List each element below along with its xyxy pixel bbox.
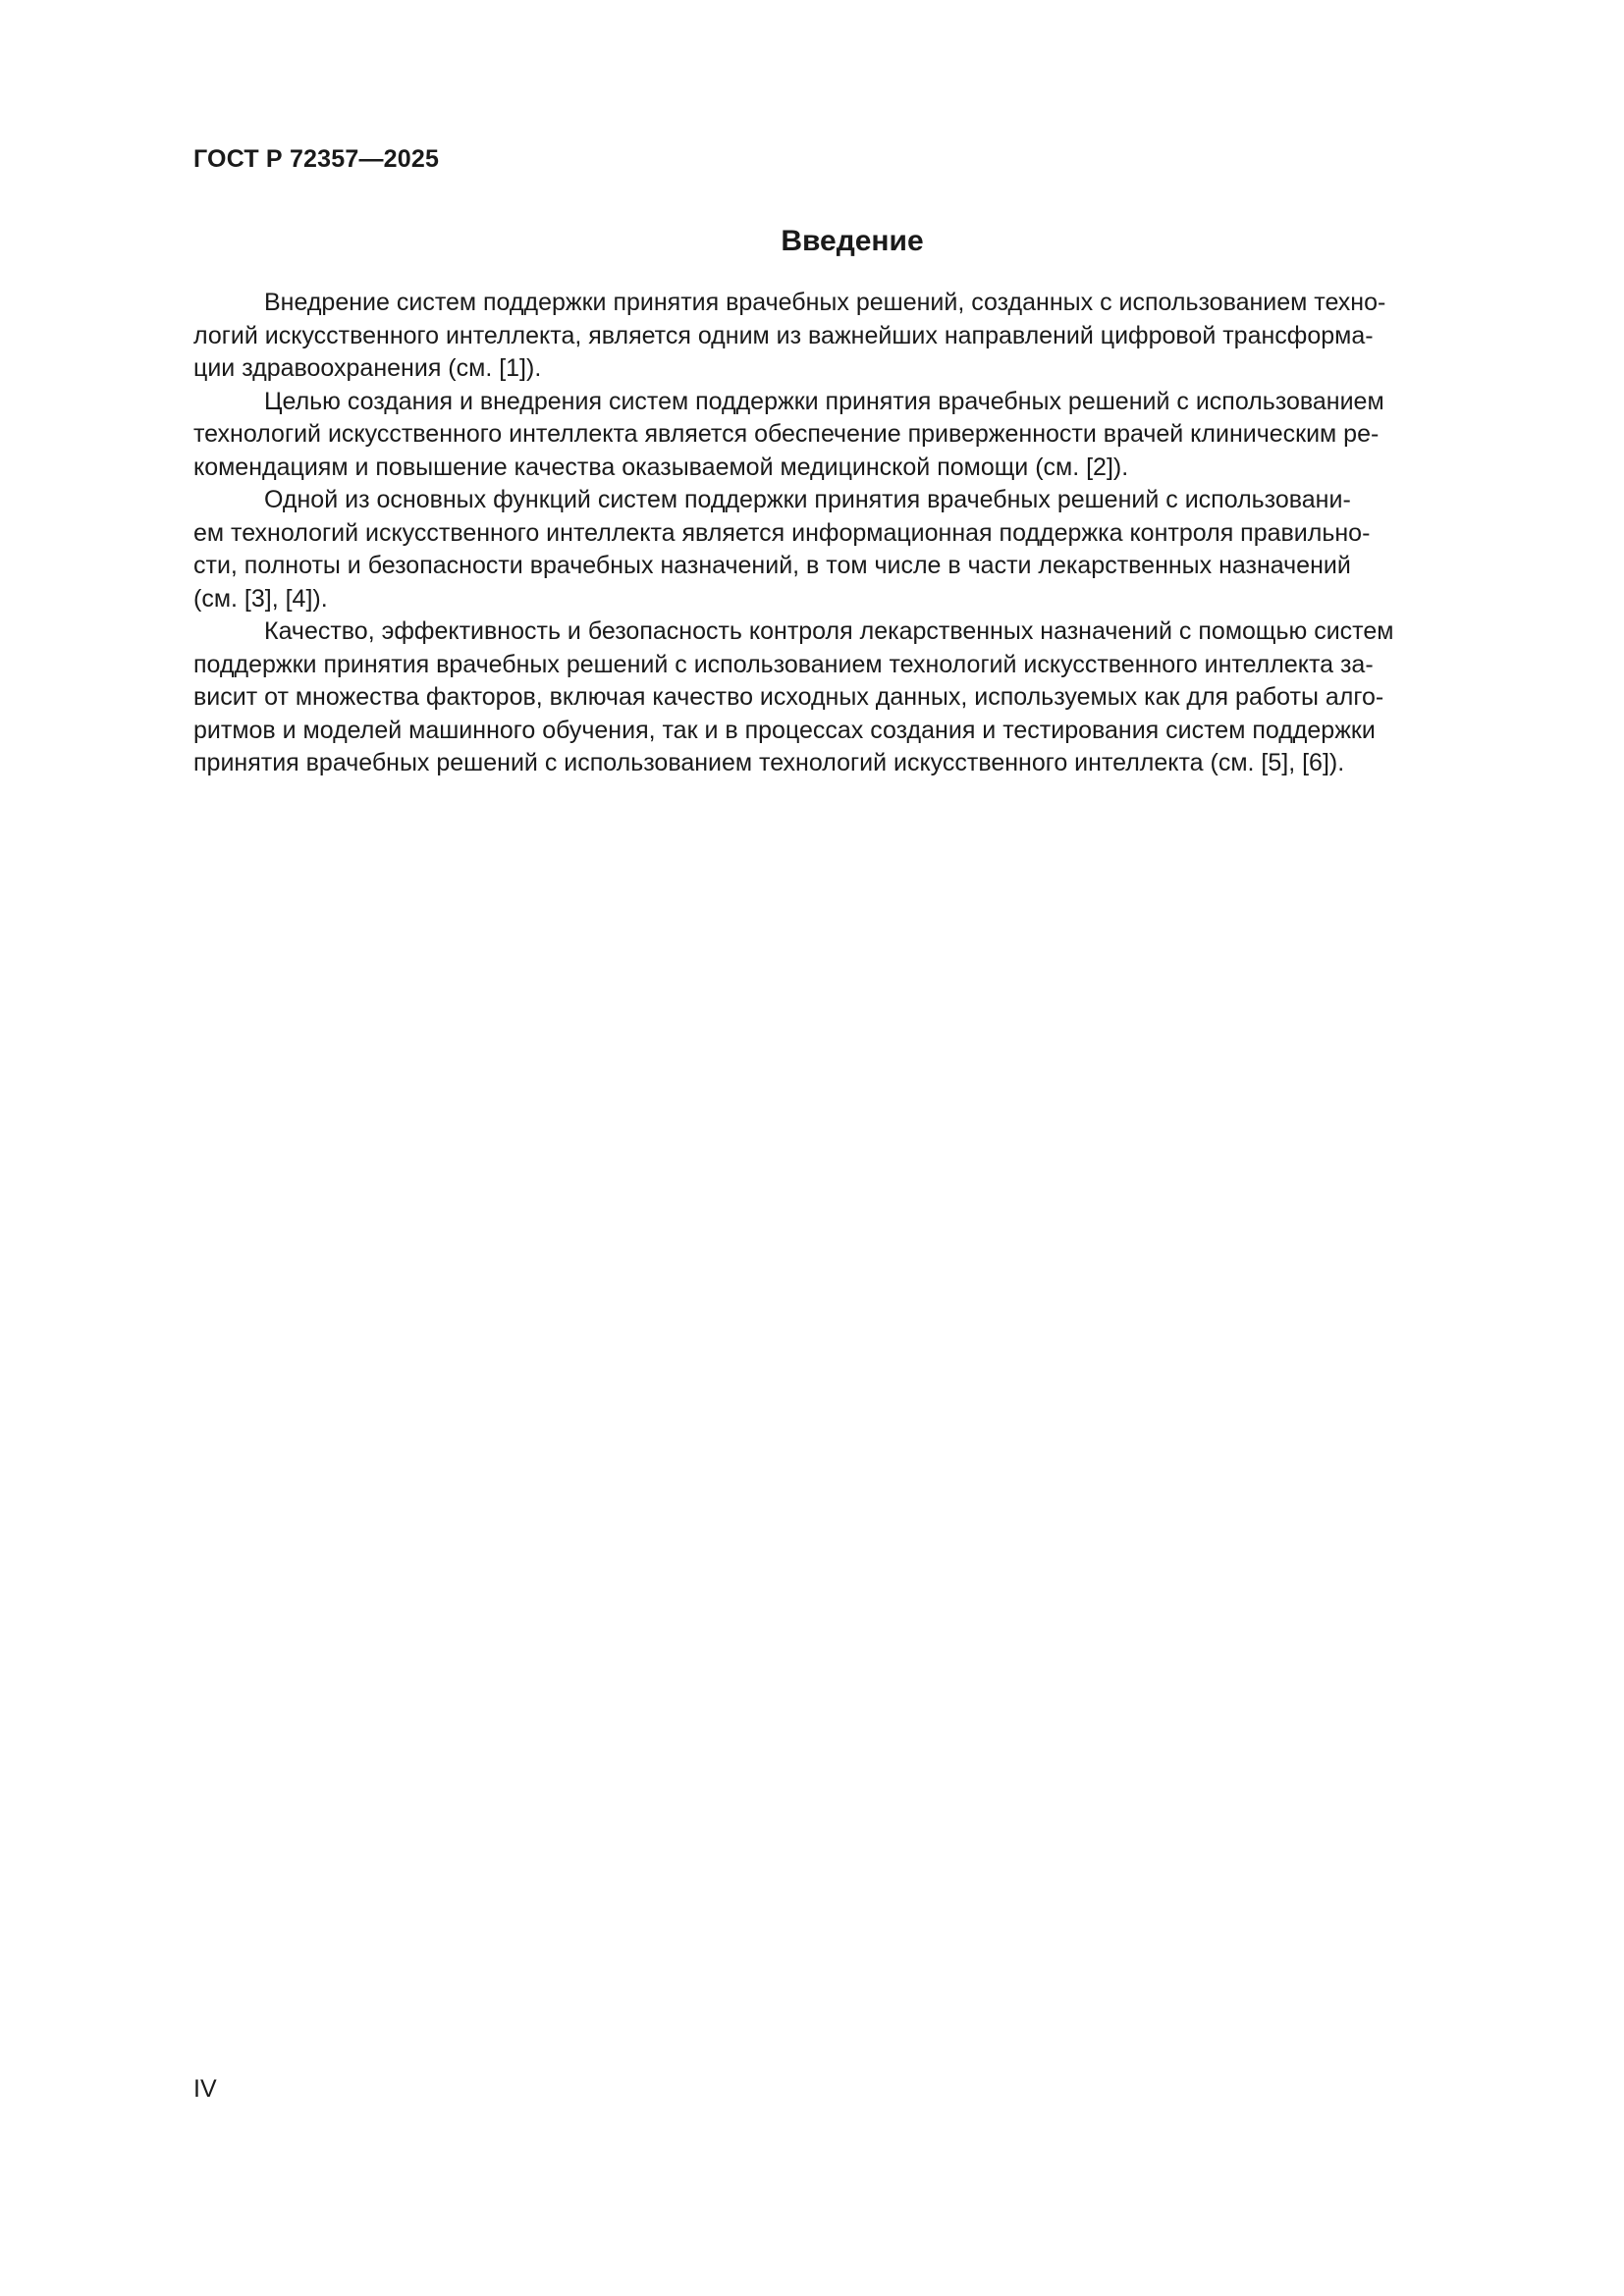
paragraph-line: Одной из основных функций систем поддержки принятия врачебных решений с использовани- [264,486,1351,513]
paragraph-line: Качество, эффективность и безопасность контроля лекарственных назначений с помощью систем [264,617,1394,645]
document-header: ГОСТ Р 72357—2025 [193,145,440,173]
paragraph-line: висит от множества факторов, включая качество исходных данных, используемых как для работы алго- [193,683,1384,711]
paragraph-line: Внедрение систем поддержки принятия врачебных решений, созданных с использованием техно- [264,289,1386,316]
paragraph-line: ритмов и моделей машинного обучения, так и в процессах создания и тестирования систем поддержки [193,716,1376,744]
paragraph-line: технологий искусственного интеллекта является обеспечение приверженности врачей клиническим ре- [193,420,1380,448]
paragraph-line: принятия врачебных решений с использованием технологий искусственного интеллекта (см. [5], [6]). [193,749,1345,776]
paragraph [193,386,1511,485]
section-title: Введение [781,225,924,257]
paragraph [193,287,1511,386]
paragraph-line: Целью создания и внедрения систем поддержки принятия врачебных решений с использованием [264,387,1384,415]
paragraph [193,484,1511,615]
paragraph-line: ции здравоохранения (см. [1]). [193,354,542,382]
introduction-body [193,287,1511,780]
paragraph-line: сти, полноты и безопасности врачебных назначений, в том числе в части лекарственных назначений [193,552,1351,579]
paragraph-line: логий искусственного интеллекта, является одним из важнейших направлений цифровой трансформа- [193,321,1374,349]
paragraph-line: комендациям и повышение качества оказываемой медицинской помощи (см. [2]). [193,453,1129,481]
paragraph-line: ем технологий искусственного интеллекта является информационная поддержка контроля правильно- [193,518,1371,547]
paragraph-line: (см. [3], [4]). [193,584,328,613]
paragraph-line: поддержки принятия врачебных решений с использованием технологий искусственного интеллекта за- [193,650,1374,678]
page-number: IV [193,2075,217,2103]
paragraph [193,615,1511,780]
